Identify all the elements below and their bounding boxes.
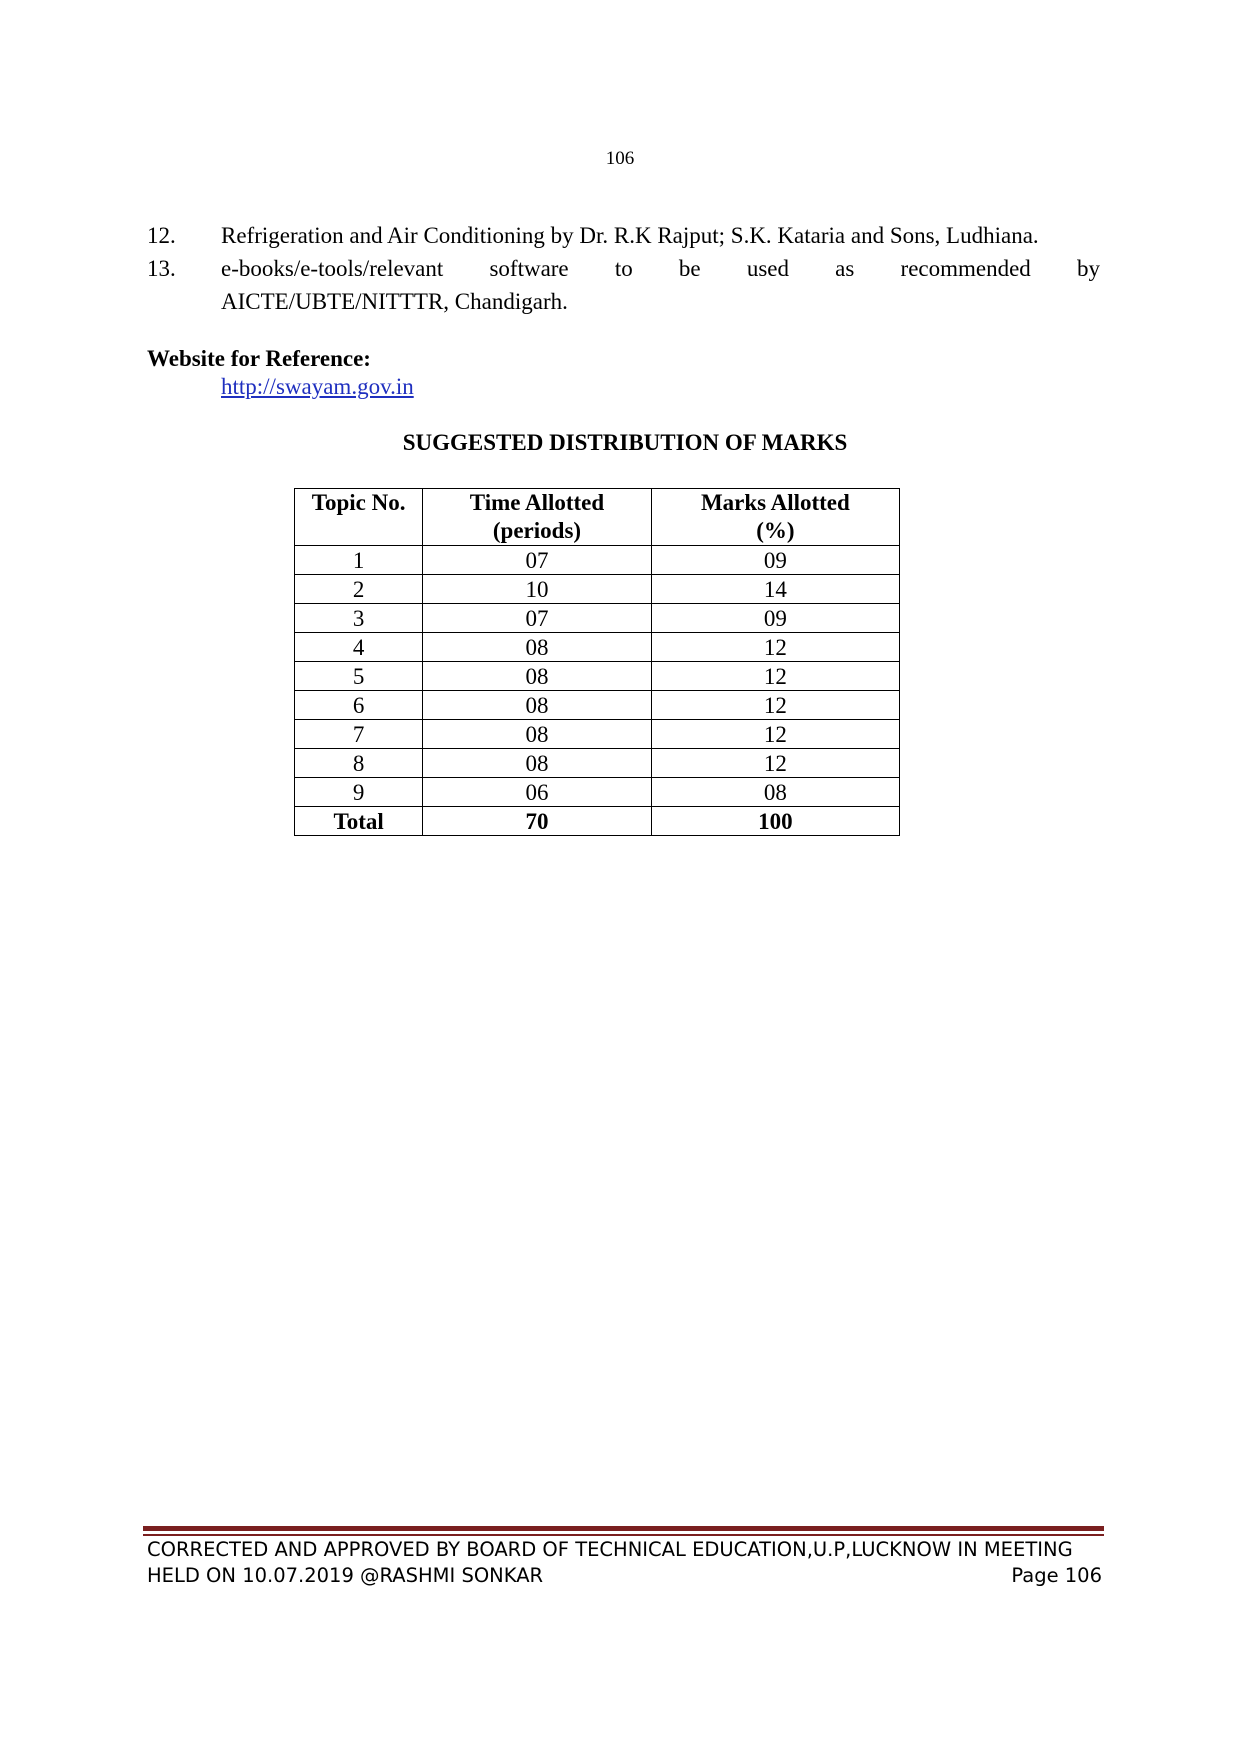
table-cell: 3 bbox=[295, 604, 423, 633]
table-cell: 12 bbox=[651, 633, 899, 662]
reference-number: 13. bbox=[147, 256, 176, 281]
reference-text: e-books/e-tools/relevant software to be used as recommended by bbox=[221, 256, 1100, 281]
marks-distribution-table bbox=[294, 488, 900, 836]
table-cell: 1 bbox=[295, 546, 423, 575]
reference-item-13 bbox=[147, 252, 1100, 285]
table-cell: Total bbox=[295, 807, 423, 836]
table-cell: 70 bbox=[423, 807, 652, 836]
table-cell: 09 bbox=[651, 546, 899, 575]
header-line: (%) bbox=[756, 518, 795, 543]
footer bbox=[147, 1537, 1102, 1589]
header-line: Time Allotted bbox=[469, 490, 605, 515]
table-row bbox=[295, 604, 900, 633]
table-cell: 6 bbox=[295, 691, 423, 720]
table-cell: 4 bbox=[295, 633, 423, 662]
table-cell: 9 bbox=[295, 778, 423, 807]
website-heading: Website for Reference: bbox=[147, 346, 371, 371]
table-cell: 8 bbox=[295, 749, 423, 778]
table-cell: 12 bbox=[651, 662, 899, 691]
table-row bbox=[295, 662, 900, 691]
table-cell: 100 bbox=[651, 807, 899, 836]
table-cell: 06 bbox=[423, 778, 652, 807]
reference-list bbox=[147, 219, 1100, 318]
table-cell: 08 bbox=[423, 720, 652, 749]
table-row bbox=[295, 575, 900, 604]
table-row bbox=[295, 778, 900, 807]
table-row bbox=[295, 633, 900, 662]
header-time-allotted bbox=[423, 489, 652, 546]
header-line: Marks Allotted bbox=[700, 490, 850, 515]
table-cell: 07 bbox=[423, 546, 652, 575]
reference-number: 12. bbox=[147, 223, 176, 248]
table-title: SUGGESTED DISTRIBUTION OF MARKS bbox=[402, 430, 848, 455]
footer-rule-thick bbox=[143, 1526, 1104, 1531]
table-header-row bbox=[295, 489, 900, 546]
footer-row-2 bbox=[147, 1563, 1102, 1589]
header-line: Topic No. bbox=[311, 490, 406, 515]
table-cell: 12 bbox=[651, 749, 899, 778]
table-cell: 2 bbox=[295, 575, 423, 604]
table-row bbox=[295, 546, 900, 575]
table-row bbox=[295, 691, 900, 720]
table-cell: 10 bbox=[423, 575, 652, 604]
table-row bbox=[295, 749, 900, 778]
reference-continuation: AICTE/UBTE/NITTTR, Chandigarh. bbox=[221, 289, 568, 314]
table-cell: 7 bbox=[295, 720, 423, 749]
table-cell: 07 bbox=[423, 604, 652, 633]
table-cell: 12 bbox=[651, 691, 899, 720]
header-topic-no bbox=[295, 489, 423, 546]
footer-page-label: Page 106 bbox=[1011, 1564, 1102, 1587]
header-line: (periods) bbox=[492, 518, 582, 543]
table-cell: 12 bbox=[651, 720, 899, 749]
table-cell: 08 bbox=[423, 749, 652, 778]
footer-rule-thin bbox=[143, 1534, 1104, 1536]
table-cell: 14 bbox=[651, 575, 899, 604]
table-cell: 09 bbox=[651, 604, 899, 633]
table-total-row bbox=[295, 807, 900, 836]
table-cell: 5 bbox=[295, 662, 423, 691]
table-cell: 08 bbox=[423, 662, 652, 691]
table-row bbox=[295, 720, 900, 749]
website-link[interactable]: http://swayam.gov.in bbox=[221, 374, 414, 399]
header-marks-allotted bbox=[651, 489, 899, 546]
table-cell: 08 bbox=[423, 633, 652, 662]
footer-line-2: HELD ON 10.07.2019 @RASHMI SONKAR bbox=[147, 1564, 544, 1587]
reference-text: Refrigeration and Air Conditioning by Dr. R.K Rajput; S.K. Kataria and Sons, Ludhiana. bbox=[221, 223, 1039, 248]
footer-line-1: CORRECTED AND APPROVED BY BOARD OF TECHNICAL EDUCATION,U.P,LUCKNOW IN MEETING bbox=[147, 1538, 1073, 1561]
table-body bbox=[295, 546, 900, 836]
reference-item-12 bbox=[147, 219, 1100, 252]
table-cell: 08 bbox=[651, 778, 899, 807]
table-cell: 08 bbox=[423, 691, 652, 720]
page-number: 106 bbox=[605, 148, 635, 169]
